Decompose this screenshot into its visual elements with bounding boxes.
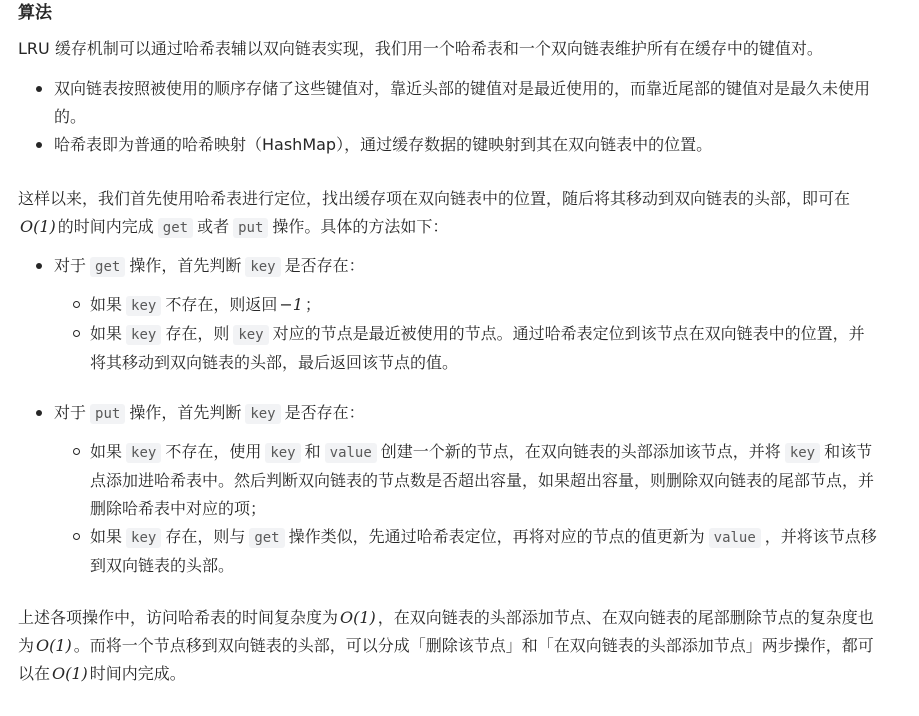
code-key: key	[265, 443, 300, 463]
section-heading: 算法	[18, 3, 52, 23]
math-o1: O(1)	[340, 608, 376, 627]
get-pre: 对于	[54, 256, 87, 275]
text: 不存在，则返回	[165, 295, 278, 314]
code-key: key	[126, 325, 161, 345]
structure-list	[18, 75, 878, 159]
text: 操作类似，先通过哈希表定位，再将对应的节点的值更新为	[288, 527, 705, 546]
text: 如果	[90, 527, 123, 546]
text: 如果	[90, 295, 123, 314]
text: ，并将该节点移到双向链表的头部。	[90, 527, 877, 575]
code-value: value	[709, 528, 761, 548]
operation-list	[18, 252, 878, 580]
code-put: put	[90, 404, 125, 424]
put-post: 是否存在：	[284, 403, 365, 422]
get-sublist	[54, 291, 878, 377]
text: 对应的节点是最近被使用的节点。通过哈希表定位到该节点在双向链表中的位置，并将其移动到双向链表的头部，最后返回该节点的值。	[90, 324, 865, 372]
text: 。而将一个节点移到双向链表的头部，可以分成「删除该节点」和「在双向链表的头部添加节点」两步操作，都可以在	[18, 636, 874, 683]
code-key: key	[126, 443, 161, 463]
code-get: get	[158, 218, 193, 238]
text: 如果	[90, 442, 123, 461]
math-o1: O(1)	[20, 217, 56, 236]
get-mid: 操作，首先判断	[129, 256, 242, 275]
put-mid: 操作，首先判断	[129, 403, 242, 422]
put-sublist	[54, 438, 878, 580]
method-text-a: 这样以来，我们首先使用哈希表进行定位，找出缓存项在双向链表中的位置，随后将其移动到双向链表的头部，即可在	[18, 189, 851, 208]
text: 和	[304, 442, 321, 461]
code-key: key	[245, 404, 280, 424]
code-key: key	[233, 325, 268, 345]
sublist-item-get-exists	[54, 320, 878, 377]
get-post: 是否存在：	[284, 256, 365, 275]
complexity-paragraph	[18, 604, 878, 688]
code-key: key	[126, 528, 161, 548]
list-item-put	[18, 399, 878, 580]
math-o1: O(1)	[52, 664, 88, 683]
method-text-d: 操作。具体的方法如下：	[272, 217, 449, 236]
method-text-b: 的时间内完成	[57, 217, 154, 236]
list-item-get	[18, 252, 878, 377]
math-minus-one: −1	[279, 295, 303, 314]
document-body	[18, 0, 878, 688]
sublist-item-put-exists	[54, 523, 878, 580]
intro-paragraph: LRU 缓存机制可以通过哈希表辅以双向链表实现，我们用一个哈希表和一个双向链表维护所有在缓存中的键值对。	[18, 39, 823, 58]
sublist-item-put-missing	[54, 438, 878, 523]
put-pre: 对于	[54, 403, 87, 422]
text: 创建一个新的节点，在双向链表的头部添加该节点，并将	[380, 442, 781, 461]
text: ；	[304, 295, 321, 314]
code-key: key	[245, 257, 280, 277]
code-key: key	[126, 296, 161, 316]
text: 不存在，使用	[165, 442, 262, 461]
method-paragraph	[18, 185, 878, 242]
math-o1: O(1)	[36, 636, 72, 655]
list-item-hashmap: 哈希表即为普通的哈希映射（HashMap），通过缓存数据的键映射到其在双向链表中的位置。	[18, 131, 878, 159]
method-text-c: 或者	[197, 217, 230, 236]
text: 上述各项操作中，访问哈希表的时间复杂度为	[18, 608, 339, 627]
text: 和该节点添加进哈希表中。然后判断双向链表的节点数是否超出容量，如果超出容量，则删除双向链表的尾部节点，并删除哈希表中对应的项；	[90, 442, 875, 518]
code-get: get	[249, 528, 284, 548]
code-put: put	[233, 218, 268, 238]
sublist-item-get-missing	[54, 291, 878, 320]
text: 如果	[90, 324, 123, 343]
text: 时间内完成。	[89, 664, 186, 683]
code-key: key	[785, 443, 820, 463]
list-item-linked-list: 双向链表按照被使用的顺序存储了这些键值对，靠近头部的键值对是最近使用的，而靠近尾部的键值对是最久未使用的。	[18, 75, 878, 131]
code-value: value	[325, 443, 377, 463]
code-get: get	[90, 257, 125, 277]
text: ，在双向链表的头部添加节点、在双向链表的尾部删除节点的复杂度也为	[18, 608, 874, 655]
text: 存在，则与	[165, 527, 246, 546]
text: 存在，则	[165, 324, 230, 343]
